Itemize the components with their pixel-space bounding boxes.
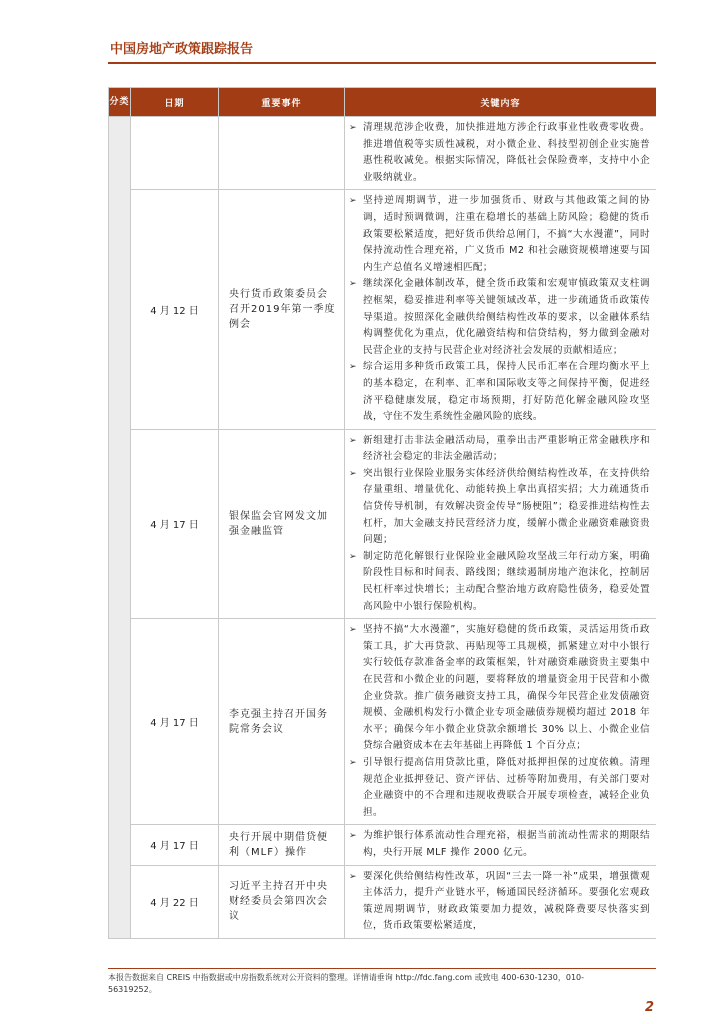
table-row <box>109 190 657 429</box>
content-cell <box>345 190 657 429</box>
arrow-bullet-icon: ➢ <box>349 757 357 768</box>
header-divider <box>108 62 656 64</box>
table-row <box>109 865 657 938</box>
key-point-item <box>349 755 650 821</box>
arrow-bullet-icon: ➢ <box>349 625 357 636</box>
key-point-item <box>349 549 650 615</box>
key-point-item <box>349 193 650 276</box>
table-row <box>109 825 657 865</box>
arrow-bullet-icon: ➢ <box>349 551 357 562</box>
key-point-item <box>349 622 650 755</box>
column-header-date: 日期 <box>131 88 219 117</box>
content-cell <box>345 825 657 865</box>
key-point-item <box>349 869 650 935</box>
key-points-list <box>349 828 650 861</box>
table-row <box>109 619 657 825</box>
key-point-text: 清理规范涉企收费，加快推进地方涉企行政事业性收费零收费。推进增值税等实质性减税，对小微企业、科技型初创企业实施普惠性税收减免。根据实际情况，降低社会保险费率，支持中小企业吸纳就业。 <box>363 122 650 183</box>
arrow-bullet-icon: ➢ <box>349 196 357 207</box>
date-cell: 4 月 17 日 <box>131 429 219 619</box>
column-header-category: 分类 <box>109 88 131 117</box>
key-point-text: 坚持逆周期调节，进一步加强货币、财政与其他政策之间的协调，适时预调微调，注重在稳增长的基础上防风险；稳健的货币政策要松紧适度，把好货币供给总闸门，不搞“大水漫灌”，同时保持流动性合理充裕，广义货币 M2 和社会融资规模增速要与国内生产总值名义增速相匹配； <box>363 195 650 273</box>
content-cell <box>345 429 657 619</box>
key-point-text: 引导银行提高信用贷款比重，降低对抵押担保的过度依赖。清理规范企业抵押登记、资产评估、过桥等附加费用，有关部门要对企业融资中的不合理和违规收费联合开展专项检查，减轻企业负担。 <box>363 756 650 818</box>
event-cell: 央行开展中期借贷便利（MLF）操作 <box>219 825 345 865</box>
event-cell: 李克强主持召开国务院常务会议 <box>219 619 345 825</box>
table-row <box>109 429 657 619</box>
key-point-text: 制定防范化解银行业保险业金融风险攻坚战三年行动方案，明确阶段性目标和时间表、路线图；继续遏制房地产泡沫化，控制居民杠杆率过快增长；主动配合整治地方政府隐性债务，稳妥处置高风险中小银行保险机构。 <box>363 550 650 612</box>
key-points-list <box>349 622 650 821</box>
arrow-bullet-icon: ➢ <box>349 871 357 882</box>
arrow-bullet-icon: ➢ <box>349 362 357 373</box>
date-cell: 4 月 12 日 <box>131 190 219 429</box>
table-body <box>109 117 657 939</box>
event-cell: 银保监会官网发文加强金融监管 <box>219 429 345 619</box>
key-point-text: 新组建打击非法金融活动局，重拳出击严重影响正常金融秩序和经济社会稳定的非法金融活动； <box>363 434 650 463</box>
category-cell <box>109 117 131 939</box>
key-point-item <box>349 433 650 466</box>
content-cell <box>345 117 657 190</box>
table-header-row <box>109 88 657 117</box>
key-point-item <box>349 276 650 359</box>
content-cell <box>345 865 657 938</box>
key-point-item <box>349 466 650 549</box>
footer-note: 本报告数据来自 CREIS 中指数据或中房指数系统对公开资料的整理。详情请垂询 http://fdc.fang.com 或致电 400-630-1230，010-56319252。 <box>108 973 585 994</box>
key-point-text: 突出银行业保险业服务实体经济供给侧结构性改革，在支持供给存量重组、增量优化、动能转换上拿出真招实招；大力疏通货币信贷传导机制，有效解决资金传导“肠梗阻”；稳妥推进结构性去杠杆，加大金融支持民营经济力度，缓解小微企业融资难融资贵问题； <box>363 467 650 546</box>
column-header-event: 重要事件 <box>219 88 345 117</box>
arrow-bullet-icon: ➢ <box>349 435 357 446</box>
date-cell: 4 月 17 日 <box>131 619 219 825</box>
key-point-item <box>349 120 650 186</box>
event-cell: 央行货币政策委员会召开2019年第一季度例会 <box>219 190 345 429</box>
key-point-text: 要深化供给侧结构性改革，巩固“三去一降一补”成果，增强微观主体活力，提升产业链水平，畅通国民经济循环。要强化宏观政策逆周期调节，财政政策要加力提效，减税降费要尽快落实到位，货币政策要松紧适度， <box>363 870 650 932</box>
page-number: 2 <box>644 1000 654 1015</box>
key-point-text: 综合运用多种货币政策工具，保持人民币汇率在合理均衡水平上的基本稳定，在利率、汇率和国际收支等之间保持平衡，促进经济平稳健康发展，稳定市场预期，打好防范化解金融风险攻坚战，守住不发生系统性金融风险的底线。 <box>363 361 650 423</box>
key-point-item <box>349 828 650 861</box>
content-cell <box>345 619 657 825</box>
report-title: 中国房地产政策跟踪报告 <box>110 42 254 57</box>
arrow-bullet-icon: ➢ <box>349 831 357 842</box>
footer-divider <box>108 968 656 969</box>
key-points-list <box>349 869 650 935</box>
event-cell: 习近平主持召开中央财经委员会第四次会议 <box>219 865 345 938</box>
arrow-bullet-icon: ➢ <box>349 279 357 290</box>
key-points-list <box>349 193 650 425</box>
arrow-bullet-icon: ➢ <box>349 468 357 479</box>
policy-table-container <box>108 87 656 962</box>
event-cell <box>219 117 345 190</box>
key-points-list <box>349 433 650 616</box>
key-point-item <box>349 359 650 425</box>
policy-table <box>108 87 656 939</box>
table-row <box>109 117 657 190</box>
date-cell <box>131 117 219 190</box>
key-point-text: 坚持不搞“大水漫灌”，实施好稳健的货币政策，灵活运用货币政策工具，扩大再贷款、再贴现等工具规模，抓紧建立对中小银行实行较低存款准备金率的政策框架，针对融资难融资贵主要集中在民营和小微企业的问题，要将释放的增量资金用于民营和小微企业贷款。推广债务融资支持工具，确保今年民营企业发债融资规模、金融机构发行小微企业专项金融债券规模均超过 2018 年水平；确保今年小微企业贷款余额增长 30% 以上、小微企业信贷综合融资成本在去年基础上再降低 1 个百分点； <box>363 624 650 752</box>
date-cell: 4 月 17 日 <box>131 825 219 865</box>
arrow-bullet-icon: ➢ <box>349 123 357 133</box>
key-point-text: 继续深化金融体制改革，健全货币政策和宏观审慎政策双支柱调控框架，稳妥推进利率等关键领域改革，进一步疏通货币政策传导渠道。按照深化金融供给侧结构性改革的要求，以金融体系结构调整优化为重点，优化融资结构和信贷结构，努力做到金融对民营企业的支持与民营企业对经济社会发展的贡献相适应； <box>363 278 650 356</box>
key-points-list <box>349 120 650 186</box>
key-point-text: 为维护银行体系流动性合理充裕，根据当前流动性需求的期限结构，央行开展 MLF 操作 2000 亿元。 <box>363 830 650 858</box>
column-header-content: 关键内容 <box>345 88 657 117</box>
date-cell: 4 月 22 日 <box>131 865 219 938</box>
